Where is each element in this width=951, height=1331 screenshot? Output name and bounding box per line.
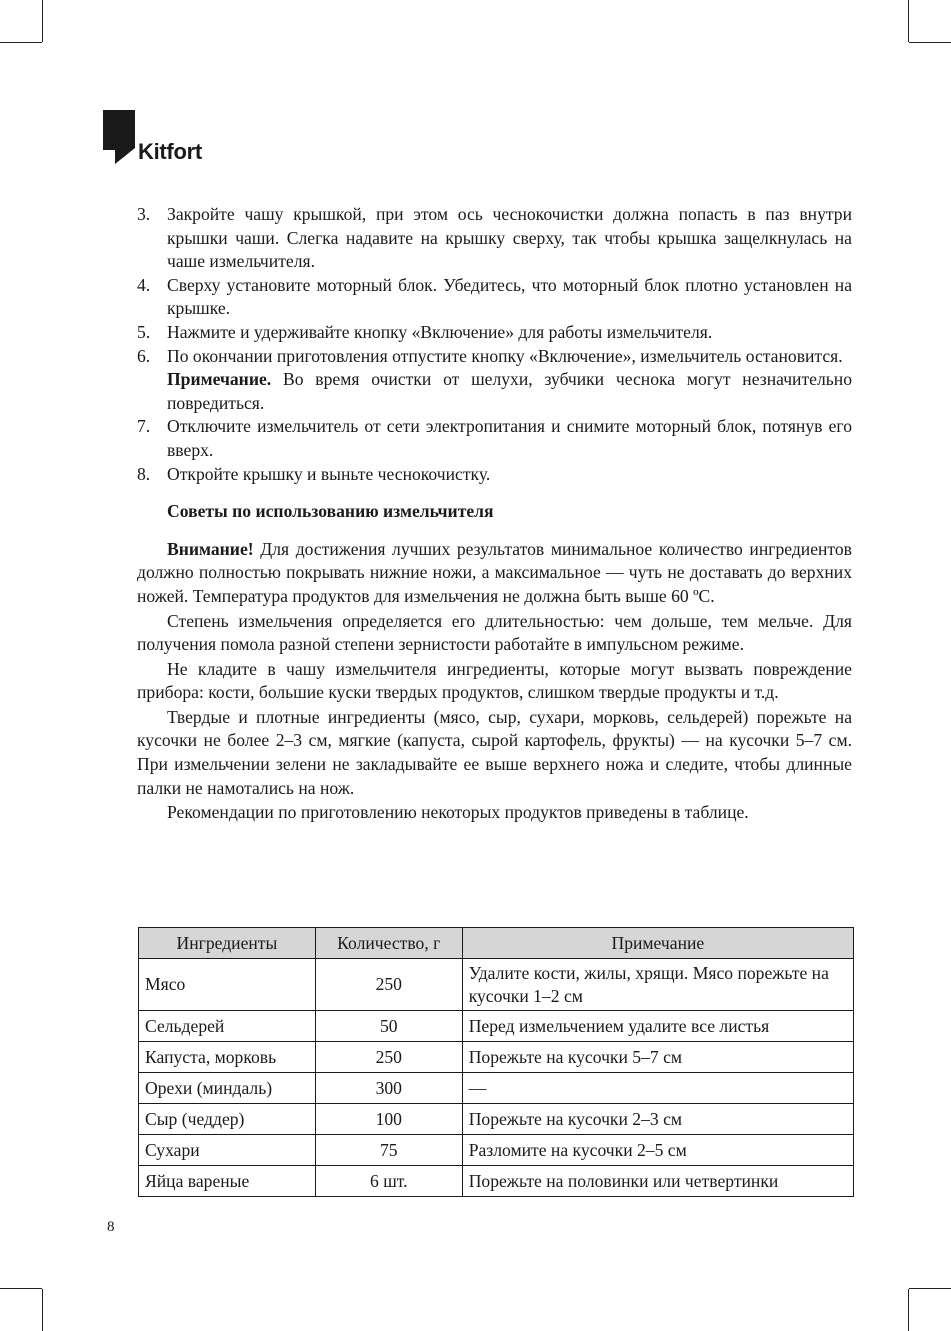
steps-list-continued (137, 415, 852, 486)
list-item: 5. Нажмите и удерживайте кнопку «Включение» для работы измельчителя. (137, 321, 713, 342)
crop-mark-bottom-right-v (908, 1289, 909, 1331)
warning-label: Внимание! (167, 538, 254, 559)
crop-mark-bottom-right-h (909, 1288, 951, 1289)
paragraph: Степень измельчения определяется его длительностью: чем дольше, тем мельче. Для получения помола разной степени зернистости работайте в импульсном режиме. (137, 610, 852, 655)
ingredients-table (138, 927, 854, 1197)
list-item: 4. Сверху установите моторный блок. Убедитесь, что моторный блок плотно установлен на крышке. (137, 274, 852, 319)
section-title: Советы по использованию измельчителя (167, 501, 494, 522)
page-number: 8 (107, 1219, 115, 1235)
list-item: 3. Закройте чашу крышкой, при этом ось чеснокочистки должна попасть в паз внутри крышки чаши. Слегка надавите на крышку сверху, так чтобы крышка защелкнулась на чаше измельчителя. (137, 204, 852, 272)
paragraph: Твердые и плотные ингредиенты (мясо, сыр, сухари, морковь, сельдерей) порежьте на кусочки не более 2–3 см, мягкие (капуста, сырой картофель, фрукты) — на кусочки 5–7 см. При измельчении зелени не закладывайте ее выше верхнего ножа и следите, чтобы длинные палки не намотались на нож. (137, 706, 852, 798)
steps-list (137, 203, 852, 368)
table-row: Сухари 75 Разломите на кусочки 2–5 см (139, 1135, 854, 1166)
table-row: Мясо 250 Удалите кости, жилы, хрящи. Мясо порежьте на кусочки 1–2 см (139, 959, 854, 1011)
table-row: Капуста, морковь 250 Порежьте на кусочки 5–7 см (139, 1042, 854, 1073)
table-header-row (139, 928, 854, 959)
kitfort-logo-icon (103, 110, 135, 164)
table-row: Яйца вареные 6 шт. Порежьте на половинки или четвертинки (139, 1166, 854, 1197)
paragraph: Не кладите в чашу измельчителя ингредиенты, которые могут вызвать повреждение прибора: кости, большие куски твердых продуктов, слишком твердые продукты и т.д. (137, 658, 852, 703)
crop-mark-top-left-h (0, 42, 42, 43)
crop-mark-top-left-v (42, 0, 43, 42)
crop-mark-top-right-v (908, 0, 909, 42)
crop-mark-top-right-h (909, 42, 951, 43)
column-header: Примечание (462, 928, 853, 959)
table-row: Орехи (миндаль) 300 — (139, 1073, 854, 1104)
brand-logo (103, 110, 202, 164)
note-label: Примечание. (167, 369, 272, 390)
page-content (137, 203, 852, 825)
crop-mark-bottom-left-h (0, 1288, 42, 1289)
table-row: Сыр (чеддер) 100 Порежьте на кусочки 2–3 см (139, 1104, 854, 1135)
note (137, 368, 852, 415)
brand-name: Kitfort (138, 139, 202, 164)
column-header: Количество, г (315, 928, 462, 959)
note-text: Во время очистки от шелухи, зубчики чеснока могут незначительно повредиться. (167, 369, 852, 413)
list-item: 7. Отключите измельчитель от сети электропитания и снимите моторный блок, потянув его вверх. (137, 416, 852, 460)
list-item: 8. Откройте крышку и выньте чеснокочистку. (137, 463, 491, 484)
table-row: Сельдерей 50 Перед измельчением удалите все листья (139, 1011, 854, 1042)
list-item: 6. По окончании приготовления отпустите кнопку «Включение», измельчитель остановится. (137, 345, 843, 366)
paragraph: Рекомендации по приготовлению некоторых продуктов приведены в таблице. (167, 802, 749, 823)
column-header: Ингредиенты (139, 928, 316, 959)
warning-paragraph: Внимание! Для достижения лучших результатов минимальное количество ингредиентов должно полностью покрывать нижние ножи, а максимальное — чуть не доставать до верхних ножей. Температура продуктов для измельчения не должна быть выше 60 ºС. (137, 538, 852, 606)
crop-mark-bottom-left-v (42, 1289, 43, 1331)
